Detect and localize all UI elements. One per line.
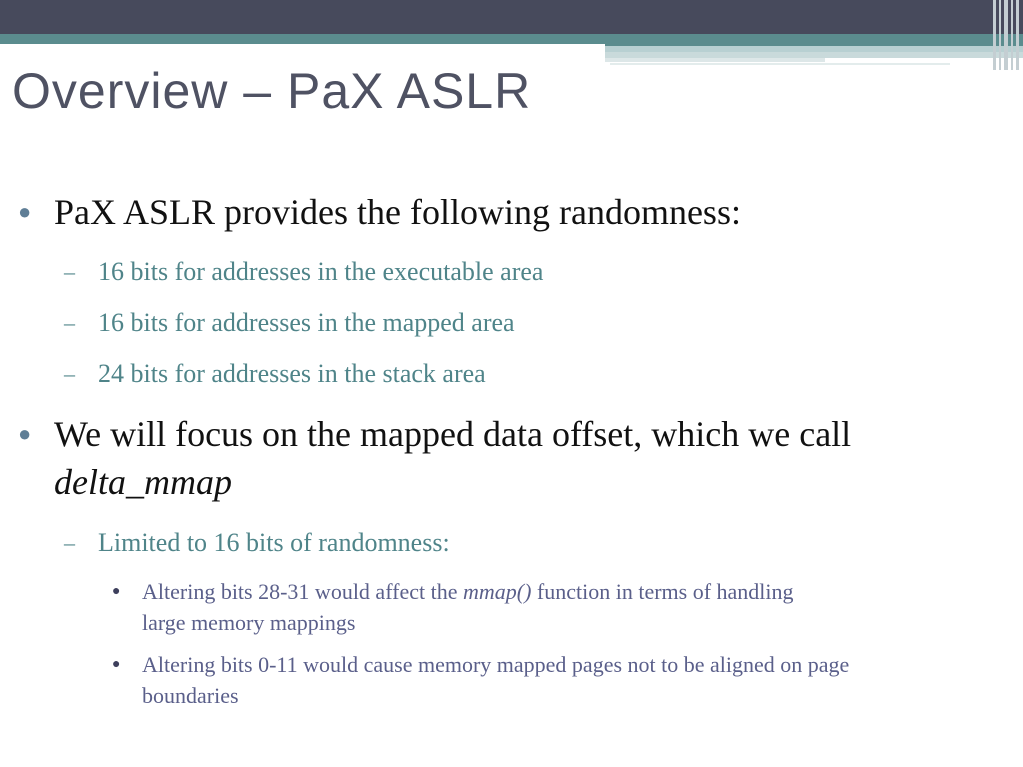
- bullet-icon: ●: [18, 421, 32, 446]
- sub-item: [64, 308, 515, 338]
- sub-item: [64, 257, 544, 287]
- sub-item-text: Limited to 16 bits of randomness:: [98, 528, 450, 557]
- slide-title: Overview – PaX ASLR: [12, 63, 532, 119]
- dash-icon: –: [64, 259, 75, 284]
- sub-sub-item-text: Altering bits 28-31 would affect the: [142, 579, 463, 604]
- sub-item-text: 16 bits for addresses in the mapped area: [98, 308, 515, 337]
- sub-sub-item-italic: mmap(): [462, 579, 532, 604]
- sub-sub-item: [112, 649, 902, 711]
- sub-item-text: 24 bits for addresses in the stack area: [98, 359, 486, 388]
- dot-icon: ●: [112, 584, 121, 599]
- sub-item-text: 16 bits for addresses in the executable area: [98, 257, 544, 286]
- bullet-icon: ●: [18, 199, 32, 224]
- bullet-text: PaX ASLR provides the following randomness:: [54, 192, 741, 232]
- sub-sub-item-text-after: function in terms of handling large memory mappings: [142, 579, 794, 635]
- bullet-text: We will focus on the mapped data offset, which we call: [54, 414, 852, 454]
- dash-icon: –: [64, 530, 75, 555]
- bullet-text-italic: delta_mmap: [54, 462, 232, 502]
- bullet-item: [18, 188, 874, 236]
- sub-item: [64, 359, 486, 389]
- dash-icon: –: [64, 310, 75, 335]
- dash-icon: –: [64, 361, 75, 386]
- dot-icon: ●: [112, 657, 121, 672]
- sub-sub-item-text: Altering bits 0-11 would cause memory mapped pages not to be aligned on page boundaries: [142, 652, 850, 708]
- bullet-item: [18, 410, 854, 506]
- sub-sub-item: [112, 576, 832, 638]
- sub-item: [64, 528, 450, 558]
